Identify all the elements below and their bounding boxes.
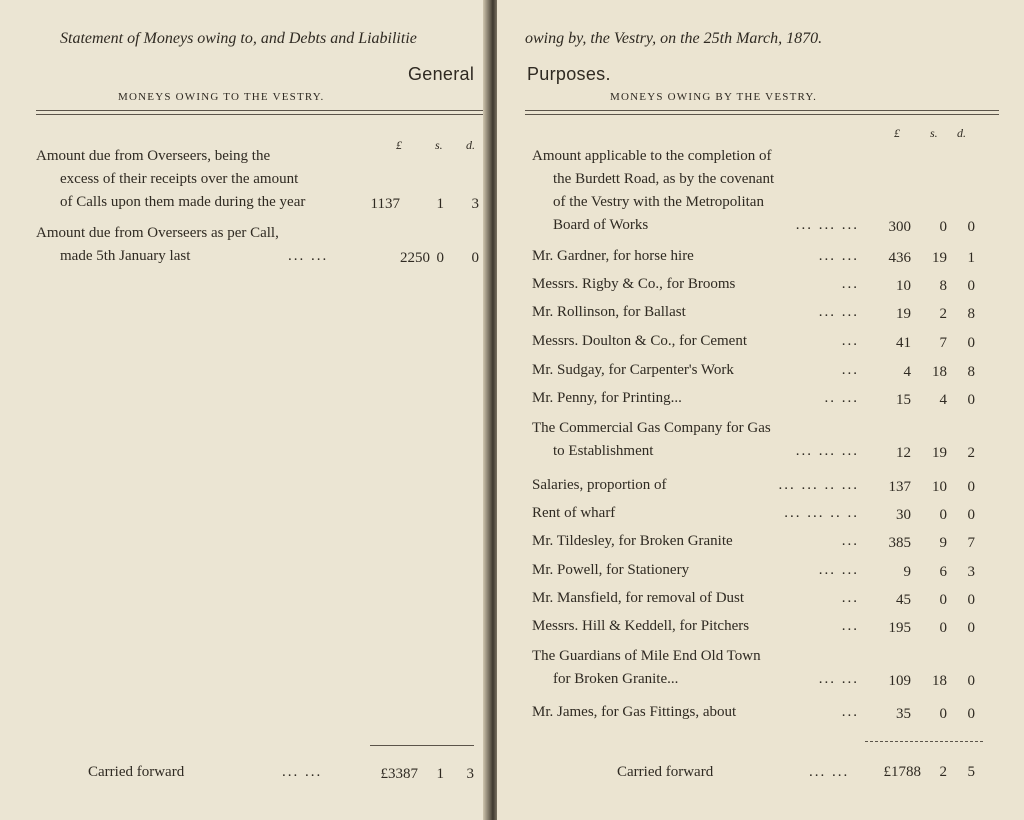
amount-pence: 0	[967, 706, 975, 722]
amount-pounds: 45	[896, 592, 911, 608]
entry-line: the Burdett Road, as by the covenant	[553, 171, 775, 187]
entry-line: Mr. James, for Gas Fittings, about	[532, 704, 737, 720]
left-title: Statement of Moneys owing to, and Debts and Liabilitie	[60, 30, 417, 47]
left-col-pounds: £	[396, 138, 402, 152]
right-rule-bottom	[525, 114, 999, 115]
right-rule-top	[525, 110, 999, 111]
amount-pence: 0	[967, 392, 975, 408]
entry-line: Mr. Penny, for Printing...	[532, 390, 682, 406]
entry-line: The Guardians of Mile End Old Town	[532, 648, 761, 664]
amount-pence: 0	[967, 479, 975, 495]
amount-shillings: 0	[939, 620, 947, 636]
entry-line: to Establishment	[553, 443, 654, 459]
entry-line: Messrs. Hill & Keddell, for Pitchers	[532, 618, 750, 634]
dot-leader: ... ... .. ...	[778, 477, 859, 493]
dot-leader: ...	[841, 276, 859, 292]
carried-forward-label: Carried forward	[617, 764, 714, 780]
left-rule-bottom	[36, 114, 483, 115]
right-col-pence: d.	[957, 126, 966, 140]
section-purposes: Purposes.	[527, 64, 611, 84]
total-pence: 3	[466, 766, 474, 782]
amount-shillings: 4	[939, 392, 947, 408]
amount-shillings: 18	[932, 364, 947, 380]
right-total-rule	[865, 741, 983, 742]
amount-shillings: 19	[932, 445, 947, 461]
amount-pence: 8	[967, 364, 975, 380]
amount-shillings: 9	[939, 535, 947, 551]
dot-leader: .. ...	[824, 390, 859, 406]
dot-leader: ... ...	[809, 764, 850, 780]
amount-pounds: 10	[896, 278, 911, 294]
right-title: owing by, the Vestry, on the 25th March, 1870.	[525, 30, 823, 47]
amount-shillings: 18	[932, 673, 947, 689]
left-col-shillings: s.	[435, 138, 443, 152]
entry-line: of the Vestry with the Metropolitan	[553, 194, 764, 210]
left-total-rule	[370, 745, 474, 746]
amount-shillings: 19	[932, 250, 947, 266]
entry-line: Mr. Gardner, for horse hire	[532, 248, 694, 264]
dot-leader: ... ...	[818, 562, 859, 578]
amount-shillings: 8	[939, 278, 947, 294]
amount-pence: 2	[967, 445, 975, 461]
entry-line: Mr. Rollinson, for Ballast	[532, 304, 686, 320]
dot-leader: ... ...	[288, 248, 329, 264]
entry-line: Amount due from Overseers, being the	[36, 148, 271, 164]
amount-shillings: 0	[939, 706, 947, 722]
amount-pounds: 2250	[400, 250, 430, 266]
dot-leader: ... ...	[818, 304, 859, 320]
entry-line: made 5th January last	[60, 248, 191, 264]
entry-line: Amount applicable to the completion of	[532, 148, 772, 164]
amount-pounds: 12	[896, 445, 911, 461]
amount-pounds: 195	[888, 620, 911, 636]
total-pounds: £3387	[380, 766, 418, 782]
amount-pounds: 137	[888, 479, 911, 495]
amount-pence: 0	[471, 250, 479, 266]
left-col-pence: d.	[466, 138, 475, 152]
dot-leader: ...	[841, 533, 859, 549]
dot-leader: ...	[841, 362, 859, 378]
dot-leader: ...	[841, 618, 859, 634]
amount-shillings: 1	[436, 196, 444, 212]
amount-pounds: 4	[903, 364, 911, 380]
entry-line: excess of their receipts over the amount	[60, 171, 299, 187]
entry-line: Messrs. Rigby & Co., for Brooms	[532, 276, 736, 292]
right-subheading: MONEYS OWING BY THE VESTRY.	[610, 91, 818, 103]
left-rule-top	[36, 110, 483, 111]
dot-leader: ...	[841, 590, 859, 606]
section-general: General	[408, 64, 475, 84]
entry-line: Mr. Tildesley, for Broken Granite	[532, 533, 733, 549]
amount-pence: 0	[967, 278, 975, 294]
amount-pence: 3	[471, 196, 479, 212]
amount-pounds: 30	[896, 507, 911, 523]
left-subheading: MONEYS OWING TO THE VESTRY.	[118, 91, 325, 103]
amount-shillings: 0	[939, 592, 947, 608]
amount-shillings: 7	[939, 335, 947, 351]
amount-shillings: 0	[939, 219, 947, 235]
amount-pounds: 385	[888, 535, 911, 551]
dot-leader: ... ...	[818, 248, 859, 264]
entry-line: for Broken Granite...	[553, 671, 679, 687]
amount-pence: 7	[967, 535, 975, 551]
right-page	[497, 0, 1024, 820]
amount-pence: 8	[967, 306, 975, 322]
entry-line: Board of Works	[553, 217, 649, 233]
amount-pounds: 300	[888, 219, 911, 235]
amount-pence: 0	[967, 219, 975, 235]
dot-leader: ... ...	[818, 671, 859, 687]
amount-pence: 0	[967, 620, 975, 636]
total-pence: 5	[967, 764, 975, 780]
entry-line: Mr. Sudgay, for Carpenter's Work	[532, 362, 734, 378]
amount-pence: 0	[967, 592, 975, 608]
amount-pence: 0	[967, 507, 975, 523]
total-shillings: 2	[939, 764, 947, 780]
amount-pounds: 1137	[370, 196, 400, 212]
amount-pence: 0	[967, 673, 975, 689]
left-page	[0, 0, 487, 820]
total-pounds: £1788	[883, 764, 921, 780]
entry-line: Rent of wharf	[532, 505, 616, 521]
amount-pounds: 19	[896, 306, 911, 322]
amount-shillings: 10	[932, 479, 947, 495]
dot-leader: ... ...	[282, 764, 323, 780]
dot-leader: ... ... ...	[795, 443, 859, 459]
amount-pounds: 41	[896, 335, 911, 351]
right-col-pounds: £	[894, 126, 900, 140]
amount-pounds: 9	[903, 564, 911, 580]
entry-line: Messrs. Doulton & Co., for Cement	[532, 333, 747, 349]
amount-pounds: 35	[896, 706, 911, 722]
carried-forward-label: Carried forward	[88, 764, 185, 780]
entry-line: Mr. Powell, for Stationery	[532, 562, 690, 578]
amount-pounds: 15	[896, 392, 911, 408]
dot-leader: ... ... .. ..	[784, 505, 859, 521]
amount-shillings: 6	[939, 564, 947, 580]
entry-line: of Calls upon them made during the year	[60, 194, 306, 210]
amount-pounds: 109	[888, 673, 911, 689]
amount-pounds: 436	[888, 250, 911, 266]
amount-pence: 0	[967, 335, 975, 351]
dot-leader: ...	[841, 704, 859, 720]
entry-line: Salaries, proportion of	[532, 477, 667, 493]
dot-leader: ... ... ...	[795, 217, 859, 233]
amount-pence: 3	[967, 564, 975, 580]
amount-shillings: 0	[436, 250, 444, 266]
entry-line: Mr. Mansfield, for removal of Dust	[532, 590, 745, 606]
amount-shillings: 0	[939, 507, 947, 523]
right-col-shillings: s.	[930, 126, 938, 140]
total-shillings: 1	[436, 766, 444, 782]
amount-pence: 1	[967, 250, 975, 266]
dot-leader: ...	[841, 333, 859, 349]
entry-line: Amount due from Overseers as per Call,	[36, 225, 279, 241]
amount-shillings: 2	[939, 306, 947, 322]
entry-line: The Commercial Gas Company for Gas	[532, 420, 771, 436]
